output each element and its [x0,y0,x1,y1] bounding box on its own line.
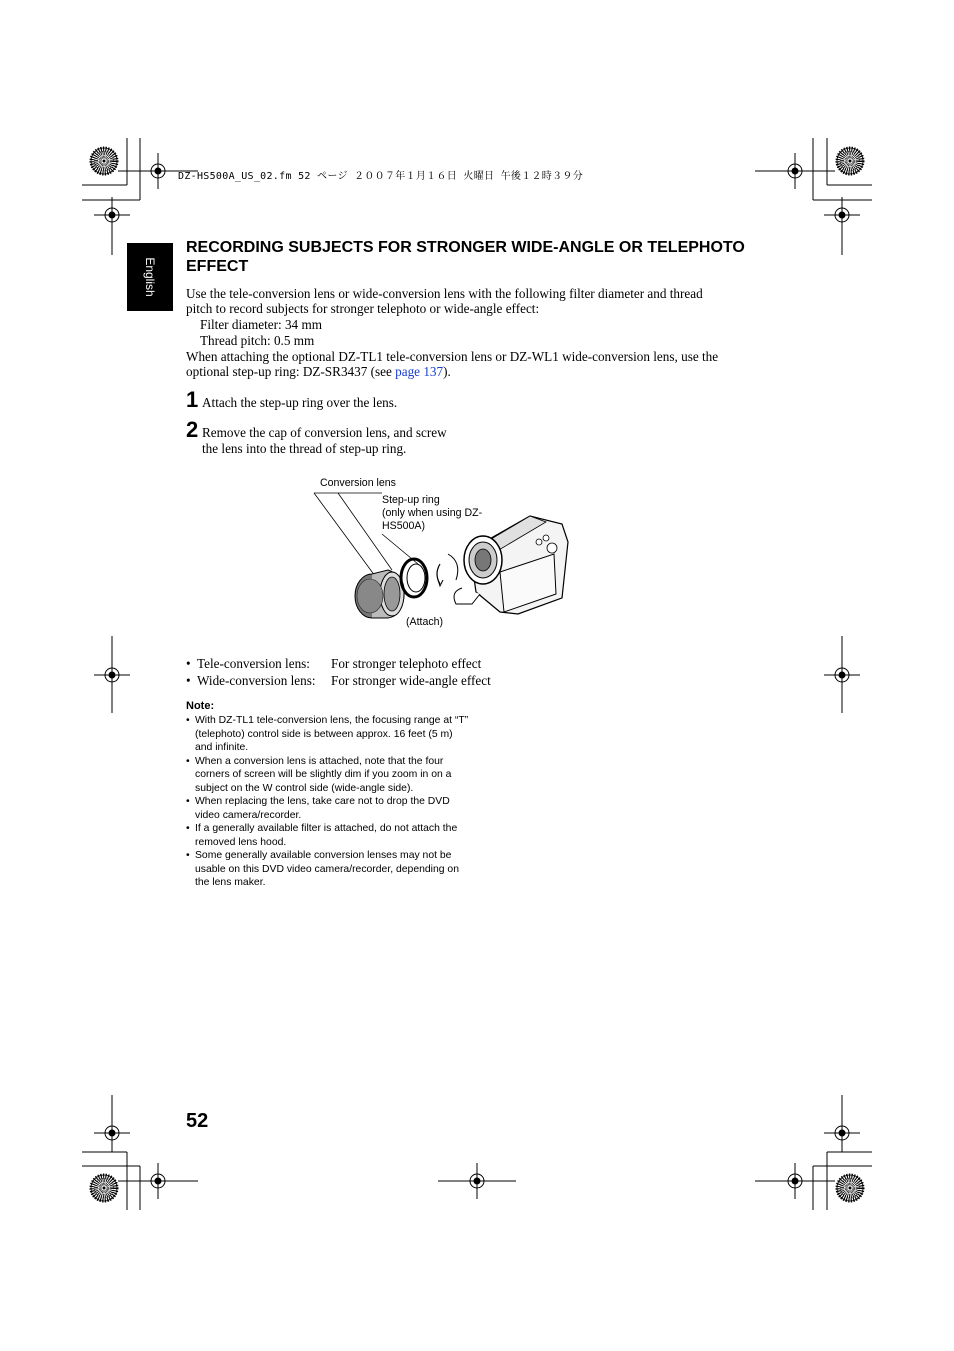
stepup-ring-label-1: Step-up ring [382,494,440,506]
step-2-text-line-2: the lens into the thread of step-up ring. [202,441,407,456]
intro-line-1: Use the tele-conversion lens or wide-conversion lens with the following filter diameter and thread [186,286,703,301]
note-item: • If a generally available filter is attached, do not attach the removed lens hood. [186,822,471,849]
filter-diameter: Filter diameter: 34 mm [200,317,322,332]
lens-effect: For stronger telephoto effect [331,656,482,671]
page-number: 52 [186,1110,209,1132]
note-item: • Some generally available conversion lenses may not be usable on this DVD video camera/recorder, depending on the lens maker. [186,849,471,890]
attach-line-2 [186,364,451,380]
section-title: RECORDING SUBJECTS FOR STRONGER WIDE-ANGLE OR TELEPHOTO EFFECT [186,239,745,275]
attach-label: (Attach) [406,616,444,628]
file-info-line: DZ-HS500A_US_02.fm 52 ページ ２００７年１月１６日 火曜日 午後１２時３９分 [178,171,584,182]
step-2-text-line-1: Remove the cap of conversion lens, and screw [202,425,447,440]
lens-list-item [186,656,482,672]
conversion-lens-figure [300,472,590,637]
page-137-link[interactable]: page 137 [395,364,444,379]
thread-pitch: Thread pitch: 0.5 mm [200,333,315,348]
stepup-ring-label-2: (only when using DZ- [382,507,483,519]
lens-name: Wide-conversion lens: [197,673,316,688]
lens-effect: For stronger wide-angle effect [331,673,491,688]
note-title: Note: [186,700,215,712]
step-1-number: 1 [186,387,199,412]
camera-illustration [300,472,590,637]
language-tab-label: English [143,257,157,297]
note-item: • When a conversion lens is attached, note that the four corners of screen will be slightly dim if you zoom in on a subject on the W control side (wide-angle side). [186,755,471,796]
lens-name: Tele-conversion lens: [197,656,310,671]
bullet: • [186,673,191,688]
note-item: • When replacing the lens, take care not to drop the DVD video camera/recorder. [186,795,471,822]
intro-line-2: pitch to record subjects for stronger telephoto or wide-angle effect: [186,301,540,316]
bullet: • [186,656,191,671]
attach-line-1: When attaching the optional DZ-TL1 tele-conversion lens or DZ-WL1 wide-conversion lens, use the [186,349,719,364]
step-1-text: Attach the step-up ring over the lens. [202,395,398,410]
note-item: • With DZ-TL1 tele-conversion lens, the focusing range at “T” (telephoto) control side is between approx. 16 feet (5 m) and infinite. [186,714,471,755]
note-list [186,714,471,890]
conversion-lens-label: Conversion lens [320,477,396,489]
attach-line-2-end: ). [443,364,451,379]
step-2-number: 2 [186,417,199,442]
stepup-ring-label-3: HS500A) [382,520,425,532]
lens-list-item [186,673,491,689]
attach-line-2-text: optional step-up ring: DZ-SR3437 (see [186,364,396,379]
language-tab [127,243,173,311]
